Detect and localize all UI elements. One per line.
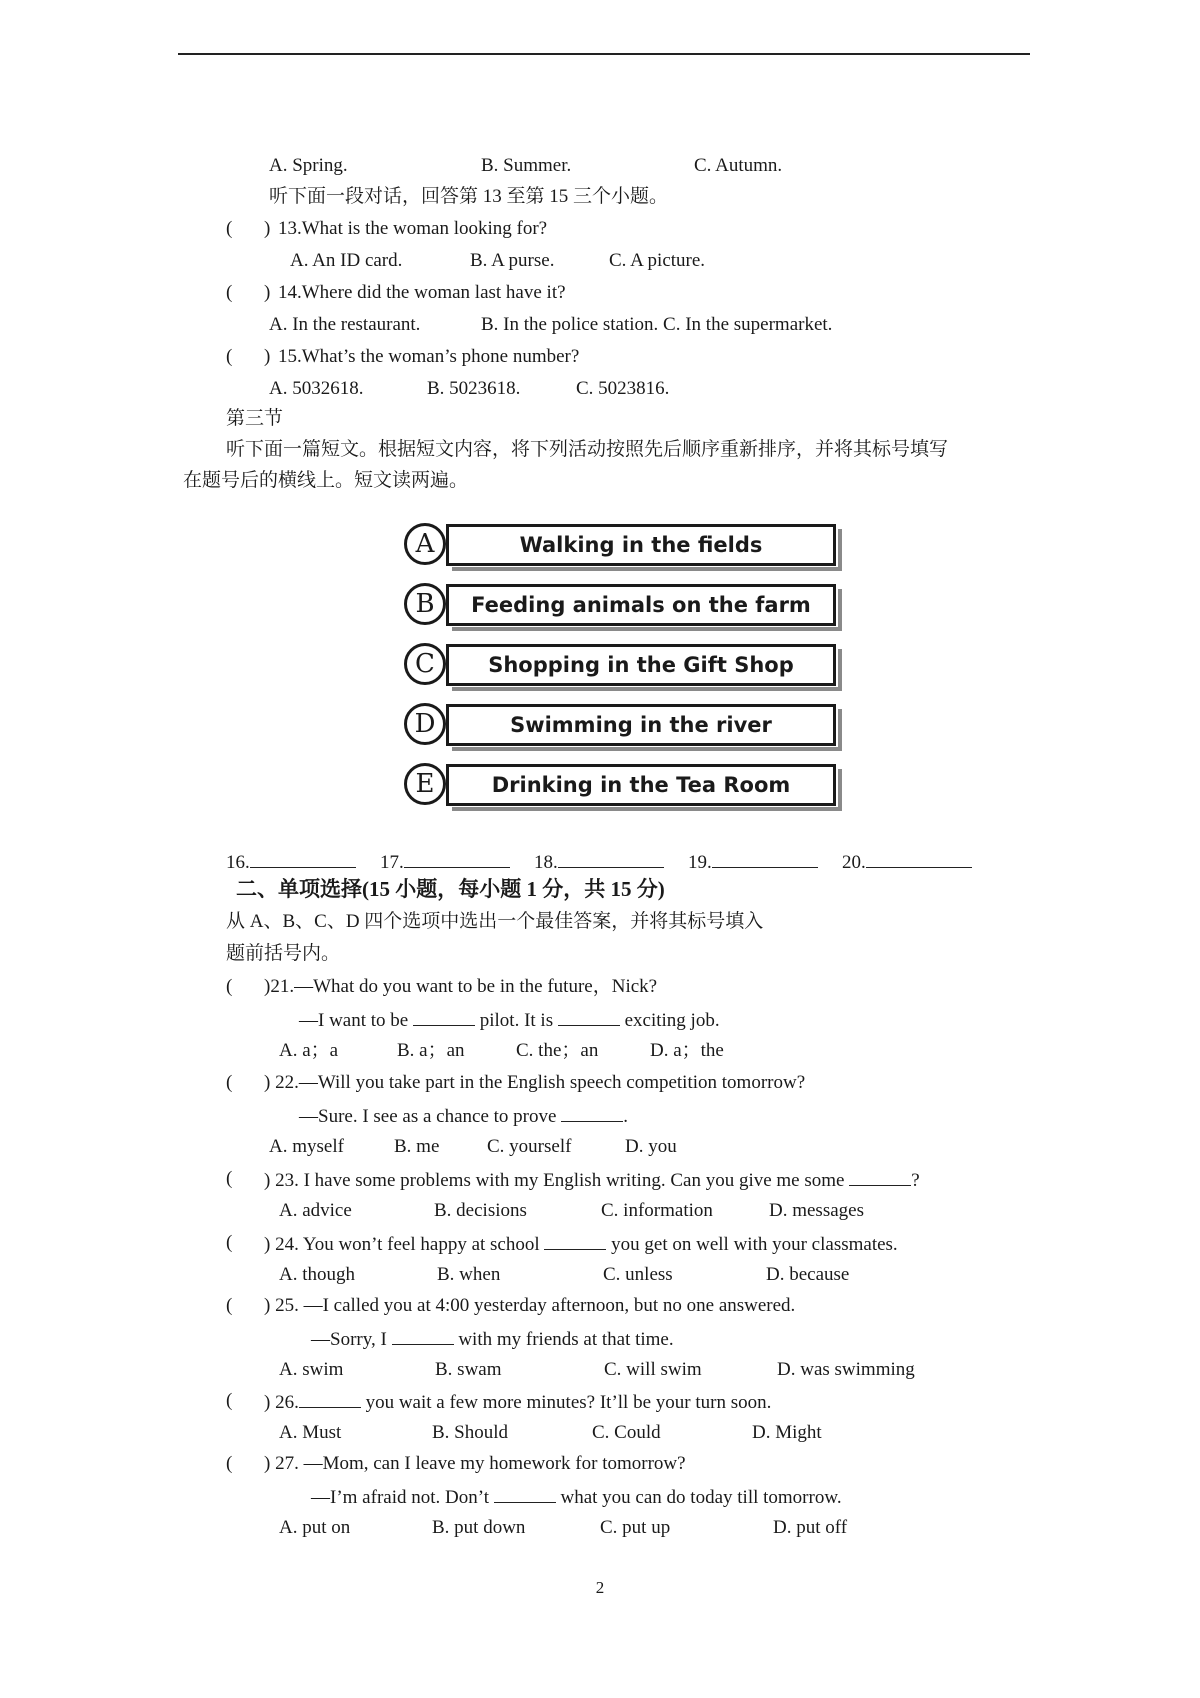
activity-c-label: Shopping in the Gift Shop [446,644,836,686]
q23-bracket: ( [226,1168,233,1189]
q13-option-b: B. A purse. [470,250,555,271]
q25-reply: —Sorry, I with my friends at that time. [311,1326,674,1352]
answer-blank-19[interactable]: 19. [688,849,818,875]
q14-option-bc: B. In the police station. C. In the supermarket. [481,314,833,335]
activity-c [404,642,842,694]
q12-option-a: A. Spring. [269,155,348,176]
activity-a [404,522,842,574]
q24-option-a: A. though [279,1264,355,1285]
activity-a-letter: A [404,523,446,565]
part2-instruction-2: 题前括号内。 [226,943,341,964]
q23-option-d: D. messages [769,1200,864,1221]
q21-option-b: B. a；an [397,1040,465,1061]
activity-e-label: Drinking in the Tea Room [446,764,836,806]
q21-bracket: ( [226,976,233,997]
q26-bracket: ( [226,1390,233,1411]
q12-option-c: C. Autumn. [694,155,783,176]
q27-option-d: D. put off [773,1517,848,1538]
q15-bracket: ( [226,346,233,367]
q23-option-a: A. advice [279,1200,352,1221]
q15-option-a: A. 5032618. [269,378,364,399]
q22-reply: —Sure. I see as a chance to prove . [299,1103,628,1129]
q21-option-c: C. the；an [516,1040,599,1061]
activity-d-label: Swimming in the river [446,704,836,746]
q27-option-c: C. put up [600,1517,671,1538]
q25-option-c: C. will swim [604,1359,702,1380]
activity-b-label: Feeding animals on the farm [446,584,836,626]
q26-option-a: A. Must [279,1422,342,1443]
q25-option-b: B. swam [435,1359,502,1380]
q23-stem: ) 23. I have some problems with my English writing. Can you give me some ? [264,1167,920,1193]
q15-close: ) [264,346,271,367]
q22-option-b: B. me [394,1136,440,1157]
header-rule [178,53,1030,55]
q14-stem: 14.Where did the woman last have it? [278,282,566,303]
q27-option-b: B. put down [432,1517,526,1538]
activity-b-letter: B [404,583,446,625]
q13-bracket: ( [226,218,233,239]
q26-option-b: B. Should [432,1422,509,1443]
q13-close: ) [264,218,271,239]
q23-option-b: B. decisions [434,1200,527,1221]
q26-option-c: C. Could [592,1422,661,1443]
activity-d [404,702,842,754]
q22-option-d: D. you [625,1136,677,1157]
q23-option-c: C. information [601,1200,713,1221]
q12-option-b: B. Summer. [481,155,572,176]
q22-option-a: A. myself [269,1136,344,1157]
q24-option-c: C. unless [603,1264,673,1285]
page-number: 2 [595,1578,605,1597]
q14-option-a: A. In the restaurant. [269,314,421,335]
section3-instruction-2: 在题号后的横线上。短文读两遍。 [183,470,469,491]
q21-option-a: A. a；a [279,1040,339,1061]
activity-d-letter: D [404,703,446,745]
q13-stem: 13.What is the woman looking for? [278,218,548,239]
q21-reply: —I want to be pilot. It is exciting job. [299,1007,720,1033]
dialogue-instruction: 听下面一段对话，回答第 13 至第 15 三个小题。 [269,186,669,207]
activity-e [404,762,842,814]
answer-blank-16[interactable]: 16. [226,849,356,875]
q27-stem: ) 27. —Mom, can I leave my homework for tomorrow? [264,1453,686,1474]
q24-bracket: ( [226,1232,233,1253]
part2-instruction-1: 从 A、B、C、D 四个选项中选出一个最佳答案，并将其标号填入 [226,911,764,932]
q22-stem: ) 22.—Will you take part in the English speech competition tomorrow? [264,1072,806,1093]
answer-blank-20[interactable]: 20. [842,849,972,875]
q24-option-b: B. when [437,1264,501,1285]
q24-stem: ) 24. You won’t feel happy at school you get on well with your classmates. [264,1231,898,1257]
part2-title: 二、单项选择(15 小题，每小题 1 分，共 15 分) [236,877,665,901]
q27-reply: —I’m afraid not. Don’t what you can do today till tomorrow. [311,1484,842,1510]
activity-a-label: Walking in the fields [446,524,836,566]
q14-bracket: ( [226,282,233,303]
q25-option-a: A. swim [279,1359,344,1380]
activity-e-letter: E [404,763,446,805]
q24-option-d: D. because [766,1264,850,1285]
q22-bracket: ( [226,1072,233,1093]
q25-stem: ) 25. —I called you at 4:00 yesterday afternoon, but no one answered. [264,1295,796,1316]
q27-option-a: A. put on [279,1517,351,1538]
q13-option-a: A. An ID card. [290,250,403,271]
answer-blank-17[interactable]: 17. [380,849,510,875]
section3-instruction-1: 听下面一篇短文。根据短文内容，将下列活动按照先后顺序重新排序，并将其标号填写 [226,439,949,460]
q26-option-d: D. Might [752,1422,822,1443]
q21-option-d: D. a；the [650,1040,724,1061]
section3-title: 第三节 [226,408,284,429]
answer-blank-18[interactable]: 18. [534,849,664,875]
q25-bracket: ( [226,1295,233,1316]
activity-b [404,582,842,634]
activity-c-letter: C [404,643,446,685]
q13-option-c: C. A picture. [609,250,706,271]
q15-option-b: B. 5023618. [427,378,521,399]
q25-option-d: D. was swimming [777,1359,915,1380]
q14-close: ) [264,282,271,303]
q26-stem: ) 26. you wait a few more minutes? It’ll be your turn soon. [264,1389,771,1415]
q27-bracket: ( [226,1453,233,1474]
q22-option-c: C. yourself [487,1136,572,1157]
q15-stem: 15.What’s the woman’s phone number? [278,346,580,367]
q15-option-c: C. 5023816. [576,378,670,399]
q21-stem: )21.—What do you want to be in the future，Nick? [264,976,658,997]
